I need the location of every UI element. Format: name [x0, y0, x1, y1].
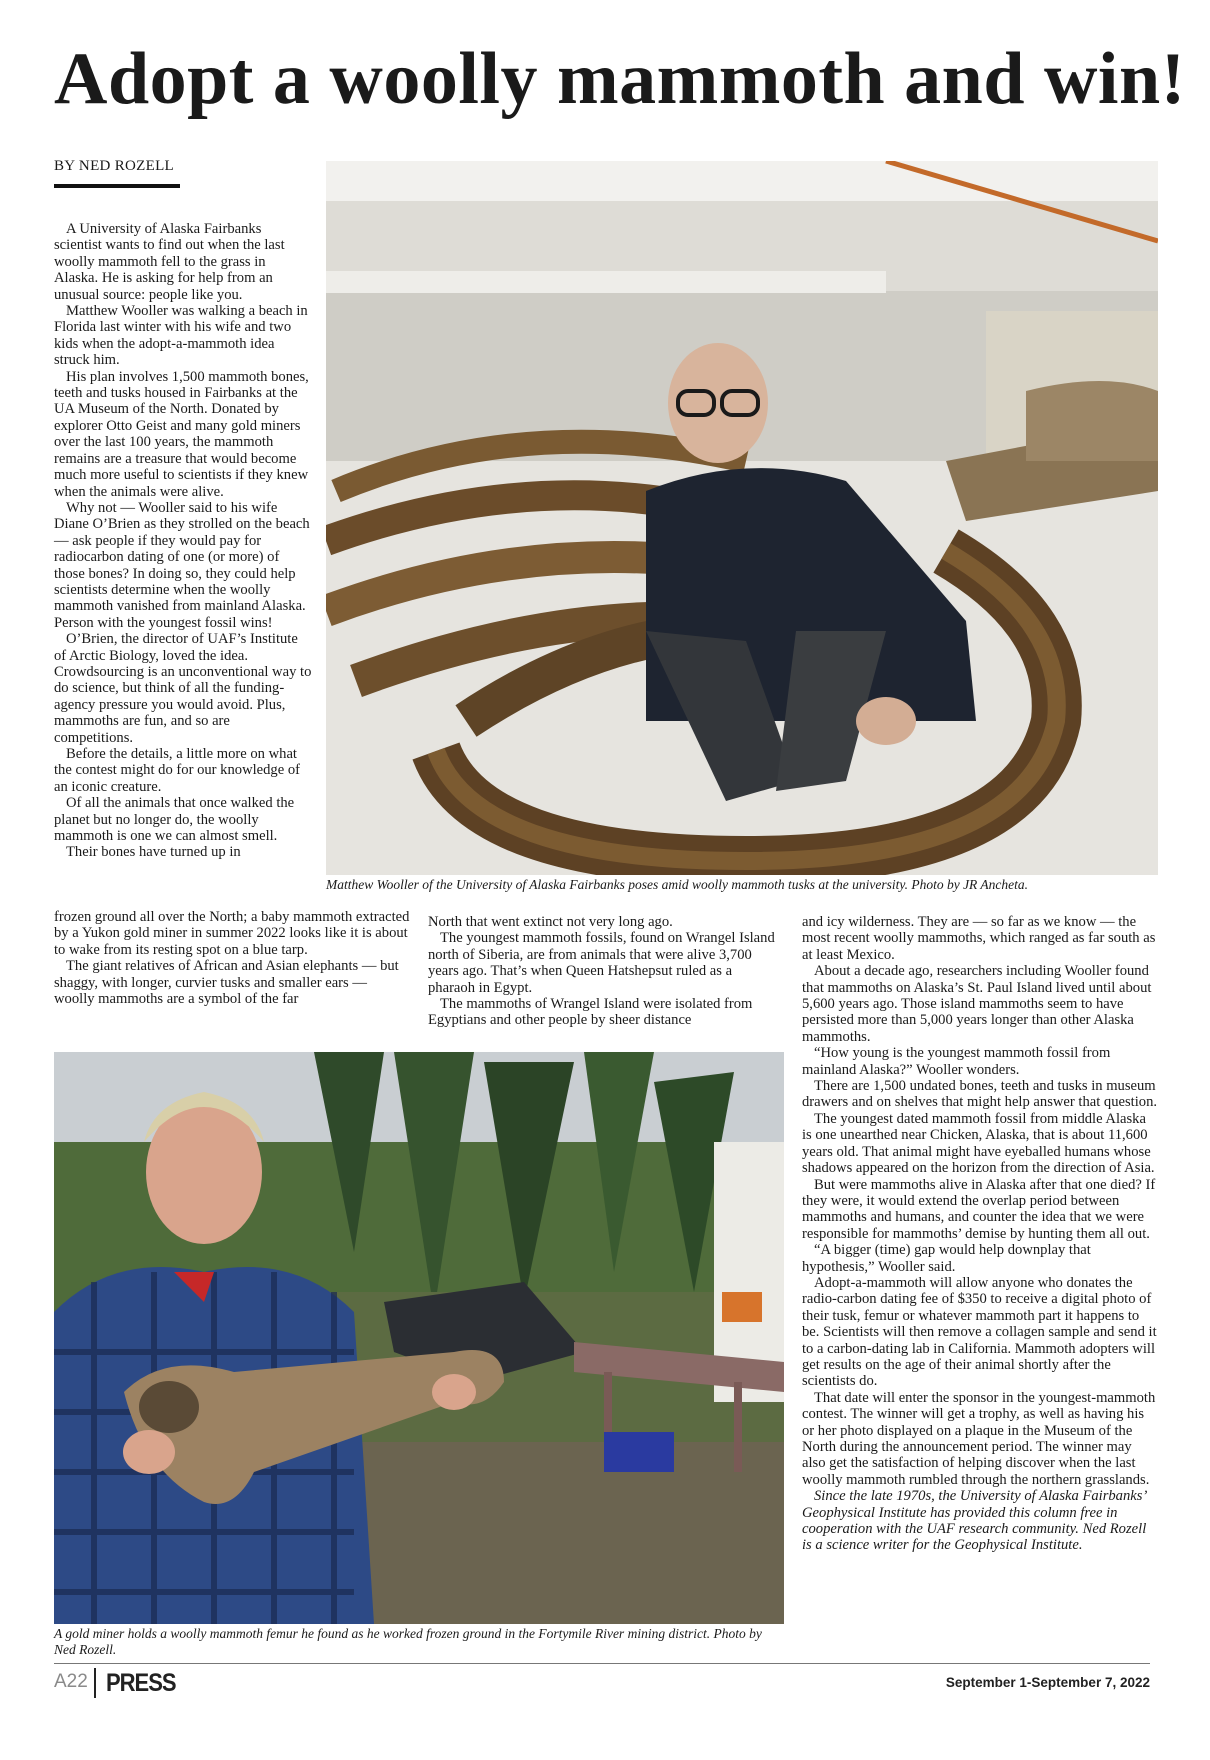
article-column-1-continued	[54, 909, 410, 1007]
paragraph: North that went extinct not very long ago.	[428, 914, 673, 930]
footer-rule	[54, 1663, 1150, 1664]
paragraph: There are 1,500 undated bones, teeth and tusks in museum drawers and on shelves that might help answer that question.	[802, 1078, 1158, 1111]
paragraph: Adopt-a-mammoth will allow anyone who donates the radio-carbon dating fee of $350 to receive a digital photo of their tusk, femur or whatever mammoth part it happens to be. Scientists will then remove a collagen sample and send it to a carbon-dating lab in California. Mammoth adopters will get results on the age of their animal shortly after the scientists do.	[802, 1274, 1157, 1390]
paragraph: The youngest mammoth fossils, found on Wrangel Island north of Siberia, are from animals that were alive 3,700 years ago. That’s when Queen Hatshepsut ruled as a pharaoh in Egypt.	[428, 930, 775, 996]
paragraph: The mammoths of Wrangel Island were isolated from Egyptians and other people by sheer distance	[428, 996, 753, 1029]
issue-date: September 1-September 7, 2022	[945, 1675, 1150, 1690]
paragraph: But were mammoths alive in Alaska after that one died? If they were, it would extend the overlap period between mammoths and humans, and counter the idea that we were responsible for mammoths’ demise by hunting them all out.	[802, 1176, 1156, 1242]
photo-gold-miner-femur	[54, 1052, 784, 1624]
article-column-1	[54, 221, 312, 861]
paragraph: A University of Alaska Fairbanks scientist wants to find out when the last woolly mammoth fell to the grass in Alaska. He is asking for help from an unusual source: people like you.	[54, 221, 285, 303]
author-credit: Since the late 1970s, the University of Alaska Fairbanks’ Geophysical Institute has provided this column free in cooperation with the UAF research community. Ned Rozell is a science writer for the Geophysical Institute.	[802, 1488, 1147, 1554]
article-column-2	[428, 914, 780, 1029]
paragraph: His plan involves 1,500 mammoth bones, teeth and tusks housed in Fairbanks at the UA Museum of the North. Donated by explorer Otto Geist and many gold miners over the last 100 years, the mammoth remains are a treasure that would become much more useful to scientists if they knew when the animals were alive.	[54, 368, 309, 500]
byline: BY NED ROZELL	[54, 158, 174, 174]
paragraph: “A bigger (time) gap would help downplay that hypothesis,” Wooller said.	[802, 1242, 1091, 1275]
paragraph: About a decade ago, researchers including Wooller found that mammoths on Alaska’s St. Paul Island lived until about 5,600 years ago. Those island mammoths seem to have persisted more than 5,000 years longer than other Alaska mammoths.	[802, 963, 1152, 1045]
footer-divider	[94, 1668, 96, 1698]
photo-caption-bottom: A gold miner holds a woolly mammoth femur he found as he worked frozen ground in the Fortymile River mining district. Photo by Ned Rozell.	[54, 1626, 762, 1657]
paragraph: Their bones have turned up in	[66, 844, 241, 861]
paragraph: Matthew Wooller was walking a beach in Florida last winter with his wife and two kids when the adopt-a-mammoth idea struck him.	[54, 303, 308, 369]
article-column-3	[802, 914, 1158, 1554]
paragraph: Before the details, a little more on what the contest might do for our knowledge of an iconic creature.	[54, 746, 301, 795]
paragraph: O’Brien, the director of UAF’s Institute of Arctic Biology, loved the idea. Crowdsourcing is an unconventional way to do science, but think of all the funding-agency pressure you would avoid. Plus, mammoths are fun, and so are competitions.	[54, 631, 312, 746]
page-number: A22	[54, 1671, 88, 1692]
paragraph: That date will enter the sponsor in the youngest-mammoth contest. The winner will get a trophy, as well as having his or her photo displayed on a plaque in the Museum of the North during the announcement period. The winner may also get the satisfaction of helping discover when the last woolly mammoth rumbled through the northern grasslands.	[802, 1389, 1156, 1488]
paragraph: Of all the animals that once walked the planet but no longer do, the woolly mammoth is one we can almost smell.	[54, 795, 295, 845]
headline: Adopt a woolly mammoth and win!	[54, 38, 1186, 120]
photo-scientist-tusks	[326, 161, 1158, 875]
paragraph: Why not — Wooller said to his wife Diane O’Brien as they strolled on the beach — ask people if they would pay for radiocarbon dating of one (or more) of those bones? In doing so, they could help scientists determine when the woolly mammoth vanished from mainland Alaska. Person with the youngest fossil wins!	[54, 499, 310, 631]
photo-caption-top: Matthew Wooller of the University of Alaska Fairbanks poses amid woolly mammoth tusks at the university. Photo by JR Ancheta.	[326, 877, 1029, 892]
paragraph: and icy wilderness. They are — so far as we know — the most recent woolly mammoths, which ranged as far south as at least Mexico.	[802, 914, 1156, 963]
paragraph: The youngest dated mammoth fossil from middle Alaska is one unearthed near Chicken, Alaska, that is about 11,600 years old. That animal might have eyeballed humans whose shadows appeared on the horizon from the direction of Asia.	[802, 1110, 1155, 1177]
paragraph: The giant relatives of African and Asian elephants — but shaggy, with longer, curvier tusks and smaller ears — woolly mammoths are a symbol of the far	[54, 958, 399, 1008]
paragraph: “How young is the youngest mammoth fossil from mainland Alaska?” Wooller wonders.	[802, 1045, 1111, 1078]
newspaper-logo: PRESS	[106, 1668, 176, 1697]
byline-rule	[54, 184, 180, 188]
paragraph: frozen ground all over the North; a baby mammoth extracted by a Yukon gold miner in summer 2022 looks like it is about to wake from its resting spot on a blue tarp.	[54, 909, 410, 958]
